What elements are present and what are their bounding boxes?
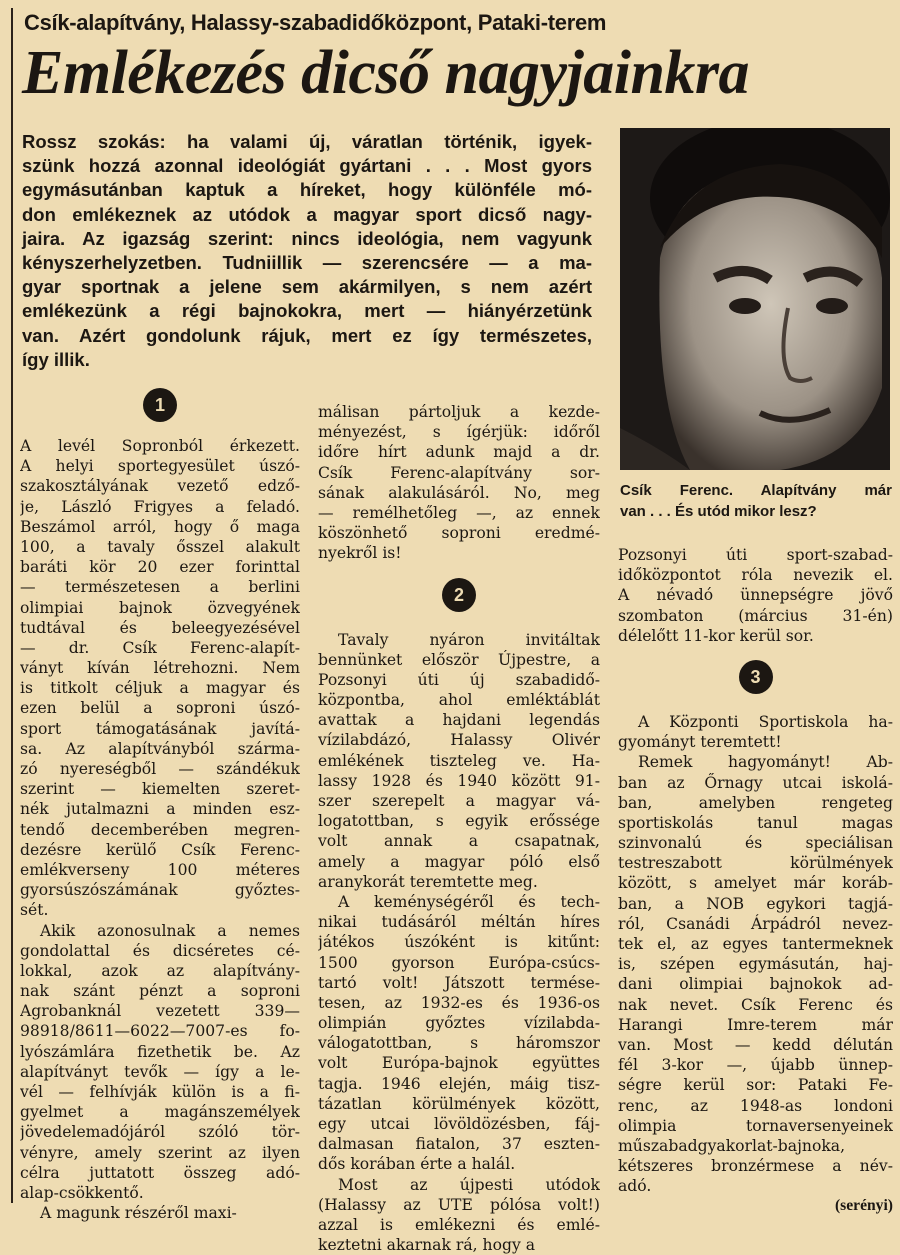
text-line: 98918/8611—6022—7007-es fo- [20, 1022, 300, 1041]
text-line: Remek hagyományt! Ab- [638, 753, 893, 772]
lead-line: szünk hozzá azonnal ideológiát gyártani . . . Most gyors [22, 155, 592, 177]
text-line: célra juttatott összeg adó- [20, 1163, 300, 1182]
text-line: ról, Csanádi Árpádról nevez- [618, 914, 893, 933]
text-line: dalmasan fiatalon, 37 eszten- [318, 1135, 600, 1154]
text-line: lyószámlára fizethetik be. Az [20, 1042, 300, 1061]
text-line: tagja. 1946 elején, máig tisz- [318, 1074, 600, 1093]
text-line: sának alakulásáról. No, meg [318, 483, 600, 502]
text-line: vényre, amely szerint az ilyen [20, 1143, 300, 1162]
text-line: A levél Sopronból érkezett. [20, 437, 300, 455]
lead-line: kényszerhelyzetben. Tudniillik — szerencsére — a ma- [22, 252, 592, 274]
text-line: lokkal, azok az alapítvány- [20, 961, 300, 980]
article-overtitle: Csík-alapítvány, Halassy-szabadidőközpont, Pataki-terem [24, 10, 607, 35]
text-line: is titkolt céljuk a magyar és [20, 679, 300, 698]
text-line: ban az Őrnagy utcai iskolá- [618, 773, 893, 792]
text-line: 100, a tavaly ősszel alakult [20, 537, 300, 556]
text-line: 1500 gyorson Európa-csúcs- [318, 953, 600, 972]
text-line: dezésre kerülő Csík Ferenc- [20, 840, 300, 859]
lead-line: van. Azért gondolunk rájuk, mert ez így természetes, [22, 324, 592, 346]
text-line: dős korában érte a halál. [318, 1155, 516, 1174]
text-line: egy utcai lövöldözésben, fáj- [318, 1115, 600, 1133]
text-line: vél — felhívják külön is a fi- [20, 1083, 300, 1101]
text-line: málisan pártoljuk a kezde- [318, 403, 600, 421]
text-line: tudtával és beleegyezésével [20, 618, 300, 637]
text-line: A Központi Sportiskola ha- [638, 712, 893, 731]
text-line: emlékverseny 100 méteres [20, 860, 300, 879]
section-number-badge: 2 [442, 578, 476, 612]
text-line: volt annak a csapatnak, [318, 832, 600, 851]
text-line: Harangi Imre-terem már [618, 1015, 893, 1034]
text-column-3 [618, 545, 893, 1217]
text-line: tázatlan körülmények között, [318, 1094, 600, 1113]
text-line: nak nevet. Csík Ferenc és [618, 995, 893, 1014]
text-line: sportiskolás tanul magas [618, 813, 893, 832]
text-line: — remélhetőleg —, az ennek [318, 503, 600, 522]
text-line: szombaton (március 31-én) [618, 606, 893, 625]
section-number-badge: 1 [143, 388, 177, 422]
text-line: válogatottban, s háromszor [318, 1034, 600, 1053]
text-line: amely a magyar póló első [318, 852, 600, 871]
text-line: renc, az 1948-as londoni [618, 1096, 893, 1115]
text-line: időre hírt adunk majd a dr. [318, 443, 600, 462]
text-line: Akik azonosulnak a nemes [40, 921, 300, 940]
lead-line: don emlékeznek az utódok a magyar sport dicső nagy- [22, 203, 592, 225]
text-line: dani olimpiai bajnokok ad- [618, 975, 893, 994]
text-line: — dr. Csík Ferenc-alapít- [20, 638, 300, 657]
text-line: ségre kerül sor: Pataki Fe- [618, 1076, 893, 1095]
text-line: tendő decemberében megren- [20, 820, 300, 839]
text-line: van. Most — kedd délután [618, 1035, 893, 1054]
lead-line: Rossz szokás: ha valami új, váratlan történik, igyek- [22, 131, 592, 152]
text-line: nyekről is! [318, 544, 402, 563]
text-line: ványt kíván létrehozni. Nem [20, 659, 300, 678]
text-line: alap-csökkentő. [20, 1183, 144, 1202]
text-line: időközpontot róla nevezik el. [618, 566, 893, 585]
text-line: nikai tudásáról méltán híres [318, 913, 600, 932]
text-line: bennünket először Újpestre, a [318, 650, 600, 669]
text-line: műszabadgyakorlat-bajnoka, [618, 1136, 846, 1155]
text-line: (Halassy az UTE pólósa volt!) [318, 1195, 600, 1214]
text-line: Csík Ferenc-alapítvány sor- [318, 463, 600, 482]
text-line: gyelmet a magánszemélyek [20, 1103, 300, 1122]
text-line: tartó volt! Játszott termése- [318, 973, 600, 992]
text-line: ban, amelyben rengeteg [618, 793, 893, 812]
text-line: gondolattal és dicséretes cé- [20, 941, 300, 960]
text-line: délelőtt 11-kor kerül sor. [618, 626, 814, 645]
text-line: logatottban, s egyik erőssége [318, 812, 600, 831]
text-line: ezen belül a soproni úszó- [20, 699, 300, 718]
text-line: Tavaly nyáron invitáltak [338, 630, 600, 649]
text-column-1 [20, 378, 300, 1223]
text-line: vízilabdázó, Halassy Olivér [318, 731, 600, 750]
text-line: gyományt teremtett! [618, 733, 782, 752]
text-line: szinvonalú és speciálisan [618, 834, 893, 853]
text-line: alapítványt tevők — így a le- [20, 1062, 300, 1081]
text-line: Pozsonyi úti új szabadidő- [318, 670, 600, 689]
text-line: azzal is emlékezni és emlé- [318, 1215, 600, 1234]
lead-line: emlékezünk a régi bajnokokra, mert — hiányérzetünk [22, 300, 592, 322]
text-line: sa. Az alapítványból szárma- [20, 739, 300, 758]
text-line: tek el, az egyes tantermeknek [618, 935, 893, 953]
text-line: sét. [20, 901, 49, 920]
text-line: A keménységéről és tech- [338, 892, 600, 911]
text-line: kétszeres bronzérmese a név- [618, 1157, 893, 1176]
text-line: baráti kör 20 ezer forinttal [20, 558, 300, 577]
text-line: szakosztályának vezető edző- [20, 477, 300, 496]
text-line: is, szépen egymásután, haj- [618, 955, 893, 974]
text-line: je, László Frigyes a feladó. [20, 497, 300, 516]
text-line: Pozsonyi úti sport-szabad- [618, 546, 893, 564]
author-signature: (serényi) [834, 1197, 893, 1215]
article-headline: Emlékezés dicső nagyjainkra [22, 39, 750, 107]
text-line: testreszabott körülmények [618, 854, 893, 873]
text-line: adó. [618, 1177, 652, 1196]
text-line: szer szerepelt a magyar vá- [318, 792, 600, 810]
lead-line: így illik. [22, 348, 90, 370]
lead-line: jaira. Az igazság szerint: nincs ideológia, nem vagyunk [22, 227, 592, 249]
text-line: olimpiai bajnok özvegyének [20, 598, 300, 617]
text-line: zó nyereségből — szándékuk [20, 760, 300, 778]
text-line: olimpián győztes vízilabda- [318, 1014, 600, 1033]
text-column-2 [318, 402, 600, 1255]
text-line: Most az újpesti utódok [338, 1175, 600, 1194]
text-line: fél 3-kor —, újabb ünnep- [618, 1056, 893, 1075]
text-line: emlékének tiszteleg ve. Ha- [318, 751, 600, 770]
photo-caption [620, 480, 892, 522]
text-line: A helyi sportegyesület úszó- [20, 457, 300, 476]
text-line: között, s amelyet már koráb- [618, 874, 893, 893]
text-line: szerint — kiemelten szeret- [20, 780, 300, 799]
text-line: jövedelemadójáról szóló tör- [20, 1123, 300, 1142]
text-line: Beszámol arról, hogy ő maga [20, 517, 300, 536]
text-line: gyorsúszószámának győztes- [20, 881, 300, 900]
text-line: keztetni akarnak rá, hogy a [318, 1236, 536, 1255]
text-line: játékos úszóként is kitűnt: [318, 933, 600, 952]
text-line: Agrobanknál vezetett 339— [20, 1002, 300, 1021]
lead-line: gyar sportnak a jelene sem akármilyen, s nem azért [22, 276, 592, 298]
caption-line: Csík Ferenc. Alapítvány már [620, 482, 892, 499]
text-line: köszönhető soproni eredmé- [318, 524, 600, 543]
text-line: nék jutalmazni a minden esz- [20, 800, 300, 819]
portrait-photo [620, 128, 890, 470]
text-line: ban, a NOB egykori tagjá- [618, 894, 893, 913]
text-line: központba, ahol emléktáblát [318, 691, 600, 710]
column-rule [11, 8, 13, 1203]
article-lead [22, 130, 592, 372]
text-line: avattak a hajdani legendás [318, 711, 600, 730]
lead-line: egymásutánban kaptuk a híreket, hogy különféle mó- [22, 179, 592, 201]
text-line: A névadó ünnepségre jövő [618, 586, 893, 605]
text-line: olimpia tornaversenyeinek [618, 1116, 893, 1135]
text-line: A magunk részéről maxi- [40, 1204, 237, 1223]
text-line: lassy 1928 és 1940 között 91- [318, 771, 600, 790]
text-line: nak szánt pénzt a soproni [20, 982, 300, 1001]
text-line: — természetesen a berlini [20, 578, 300, 597]
text-line: volt Európa-bajnok együttes [318, 1054, 600, 1073]
text-line: ményezést, s ígérjük: időről [318, 423, 600, 442]
text-line: aranykorát teremtette meg. [318, 872, 538, 891]
text-line: tesen, az 1932-es és 1936-os [318, 993, 600, 1012]
caption-line: van . . . És utód mikor lesz? [620, 503, 817, 520]
section-number-badge: 3 [739, 660, 773, 694]
text-line: sport támogatásának javítá- [20, 719, 300, 738]
